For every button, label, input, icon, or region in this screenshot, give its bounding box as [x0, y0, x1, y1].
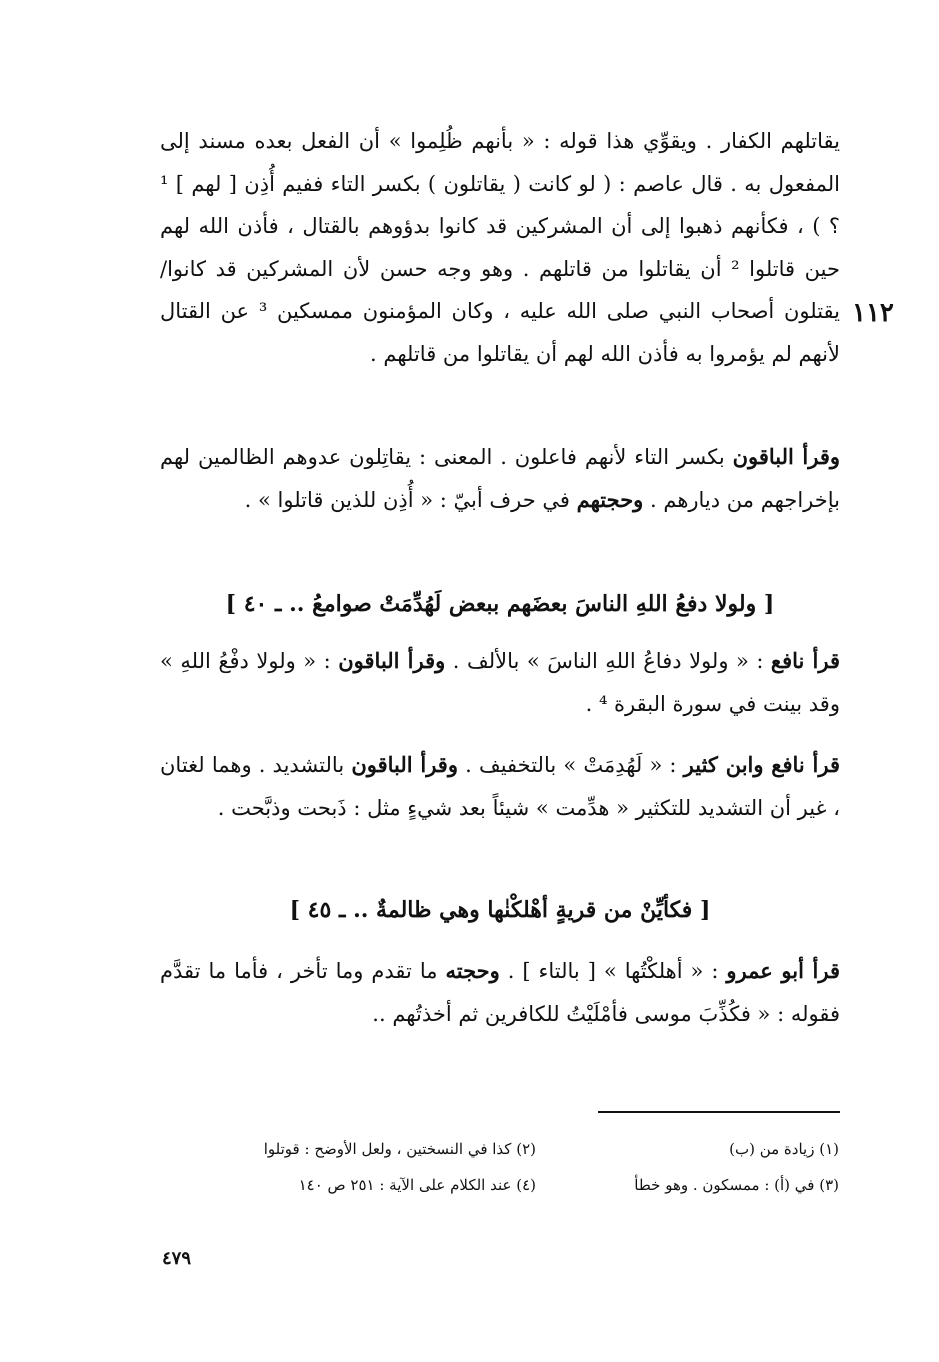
reader-label: قرأ نافع: [770, 648, 840, 673]
paragraph-1-text: يقاتلهم الكفار . ويقوِّي هذا قوله : « بأنهم ظُلِموا » أن الفعل بعده مسند إلى المفعول به . قال عاصم : ( لو كانت ( يقاتلون ) بكسر التاء ففيم أُذِن [ لهم ] ¹ ؟ ) ، فكأنهم ذهبوا إلى أن المشركين قد كانوا بدؤوهم بالقتال ، فأذن الله لهم حين قاتلوا ² أن يقاتلوا من قاتلهم . وهو وجه حسن لأن المشركين قد كانوا/يقتلون أصحاب النبي صلى الله عليه ، وكان المؤمنون ممسكين ³ عن القتال لأنهم لم يؤمروا به فأذن الله لهم أن يقاتلوا من قاتلهم .: [160, 129, 841, 366]
footnote-2: (٢) كذا في النسختين ، ولعل الأوضح : قوتلوا: [263, 1140, 536, 1158]
page-number: ٤٧٩: [162, 1248, 192, 1269]
footnote-separator: [598, 1111, 840, 1113]
margin-reference-number: ١١٢: [852, 298, 894, 328]
paragraph-text: : « ولولا دفاعُ اللهِ الناسَ » بالألف .: [445, 649, 771, 673]
argument-label: وحجتهم: [576, 486, 644, 512]
paragraph-4: [160, 744, 840, 829]
argument-label: وحجته: [445, 958, 500, 983]
reader-label: وقرأ الباقون: [338, 648, 446, 673]
paragraph-3: [160, 640, 840, 725]
reader-label: وقرأ الباقون: [351, 752, 458, 777]
paragraph-text: : « ولولا دفْعُ اللهِ » وقد بينت في سورة البقرة ⁴ .: [160, 649, 840, 716]
reader-label: قرأ أبو عمرو: [726, 958, 840, 983]
paragraph-1: [160, 120, 840, 375]
paragraph-text: بالتشديد . وهما لغتان ، غير أن التشديد للتكثير « هدِّمت » شيئاً بعد شيءٍ مثل : ذَبحت وذبَّحت .: [160, 753, 840, 820]
reader-label: وقرأ الباقون: [732, 444, 840, 469]
paragraph-text: : « أهلكْتُها » [ بالتاء ] .: [499, 959, 727, 983]
footnote-1: (١) زيادة من (ب): [729, 1140, 839, 1158]
paragraph-text: في حرف أبيّ : « أُذِن للذين قاتلوا » .: [244, 487, 577, 512]
paragraph-text: ما تقدم وما تأخر ، فأما ما تقدَّم فقوله : « فكُذِّبَ موسى فأمْلَيْتُ للكافرين ثم أخذتُهم ..: [160, 959, 840, 1026]
paragraph-2: [160, 436, 840, 521]
reader-label: قرأ نافع وابن كثير: [683, 752, 841, 777]
footnote-4: (٤) عند الكلام على الآية : ٢٥١ ص ١٤٠: [298, 1176, 536, 1194]
verse-heading-45: [ فكأيِّنْ من قريةٍ أهْلكْنٰها وهي ظالمةٌ .. ـ ٤٥ ]: [289, 897, 711, 923]
paragraph-5: [160, 950, 840, 1035]
paragraph-text: بكسر التاء لأنهم فاعلون . المعنى : يقاتِلون عدوهم الظالمين لهم بإخراجهم من ديارهم .: [160, 445, 840, 512]
verse-heading-40: [ ولولا دفعُ اللهِ الناسَ بعضَهم ببعض لَهُدِّمَتْ صوامعُ .. ـ ٤٠ ]: [225, 591, 775, 617]
paragraph-text: : « لَهُدِمَتْ » بالتخفيف .: [457, 753, 684, 777]
footnote-3: (٣) في (أ) : ممسكون . وهو خطأ: [634, 1176, 839, 1194]
